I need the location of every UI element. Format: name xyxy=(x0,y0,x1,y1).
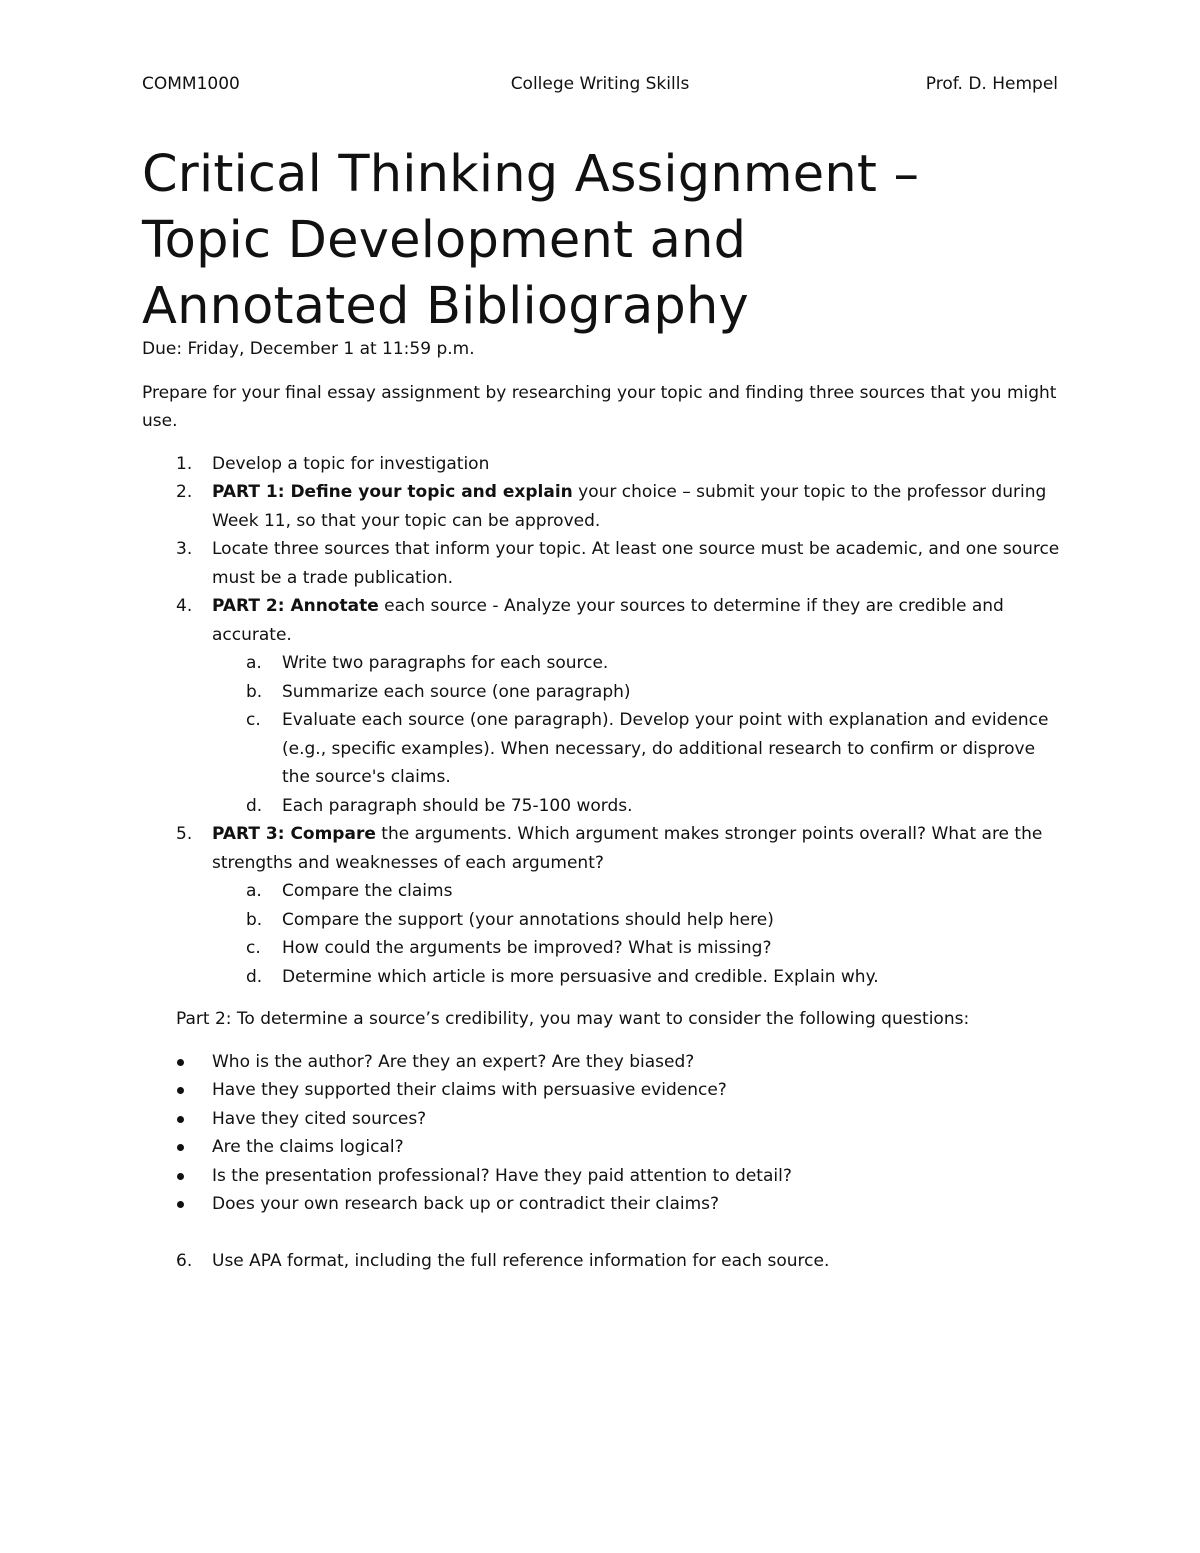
step-text: the arguments. Which argument makes stronger points overall? What are the strengths and weaknesses of each argument? xyxy=(212,824,1043,873)
list-number: 2. xyxy=(176,482,193,502)
bullet-icon xyxy=(177,1201,184,1208)
list-number: 6. xyxy=(176,1250,193,1271)
step-bold-text: PART 1: Define your topic and explain xyxy=(212,482,573,502)
bullet-text: Have they supported their claims with persuasive evidence? xyxy=(212,1080,727,1100)
step-bold-text: PART 2: Annotate xyxy=(212,596,379,616)
bullet-icon xyxy=(177,1059,184,1066)
course-code: COMM1000 xyxy=(142,74,240,94)
professor-name: Prof. D. Hempel xyxy=(925,74,1058,94)
sub-list xyxy=(212,877,1062,991)
list-item xyxy=(142,1190,1062,1219)
list-item xyxy=(142,1162,1062,1191)
list-number: 3. xyxy=(176,539,193,559)
document-title xyxy=(142,142,1062,340)
bullet-icon xyxy=(177,1144,184,1151)
step-six xyxy=(142,1247,1062,1276)
due-date: Due: Friday, December 1 at 11:59 p.m. xyxy=(142,339,475,359)
sub-list-item xyxy=(212,792,1062,821)
credibility-questions-list xyxy=(142,1048,1062,1219)
sub-list-item xyxy=(212,649,1062,678)
list-item xyxy=(142,535,1062,592)
title-line-3: Annotated Bibliography xyxy=(142,277,749,336)
sub-list-item xyxy=(212,877,1062,906)
sub-item-text: Evaluate each source (one paragraph). Develop your point with explanation and evidence (e.g., specific examples). When necessary, do additional research to confirm or disprove the source's claims. xyxy=(282,710,1049,787)
sub-list-item xyxy=(212,906,1062,935)
list-item xyxy=(142,820,1062,991)
title-line-2: Topic Development and xyxy=(142,211,747,270)
bullet-text: Who is the author? Are they an expert? Are they biased? xyxy=(212,1051,695,1072)
sub-item-text: Each paragraph should be 75-100 words. xyxy=(282,795,633,816)
list-item xyxy=(142,592,1062,820)
list-item xyxy=(142,1076,1062,1105)
bullet-icon xyxy=(177,1173,184,1180)
list-item xyxy=(142,1048,1062,1077)
sub-list-item xyxy=(212,934,1062,963)
document-body xyxy=(142,335,1062,1275)
list-letter: b. xyxy=(246,681,263,702)
step-text: your choice – submit your topic to the professor during Week 11, so that your topic can be approved. xyxy=(212,482,1047,531)
page-header xyxy=(142,72,1058,96)
sub-list-item xyxy=(212,678,1062,707)
bullet-text: Have they cited sources? xyxy=(212,1108,427,1129)
sub-list xyxy=(212,649,1062,820)
list-letter: a. xyxy=(246,653,262,673)
bullet-text: Is the presentation professional? Have they paid attention to detail? xyxy=(212,1165,792,1186)
sub-item-text: Write two paragraphs for each source. xyxy=(282,653,609,673)
intro-paragraph: Prepare for your final essay assignment by researching your topic and finding three sources that you might use. xyxy=(142,382,1057,431)
bullet-icon xyxy=(177,1087,184,1094)
step-text: Use APA format, including the full reference information for each source. xyxy=(212,1250,830,1271)
title-line-1: Critical Thinking Assignment – xyxy=(142,145,920,204)
list-number: 1. xyxy=(176,453,193,474)
step-bold-text: PART 3: Compare xyxy=(212,824,376,844)
list-item xyxy=(142,450,1062,479)
list-letter: b. xyxy=(246,909,263,930)
list-letter: d. xyxy=(246,795,263,816)
list-letter: d. xyxy=(246,966,263,987)
list-letter: a. xyxy=(246,881,262,901)
step-text: each source - Analyze your sources to determine if they are credible and accurate. xyxy=(212,596,1004,645)
sub-list-item xyxy=(212,706,1062,792)
list-letter: c. xyxy=(246,710,261,730)
list-item xyxy=(142,478,1062,535)
steps-list xyxy=(142,450,1062,992)
list-letter: c. xyxy=(246,938,261,958)
bullet-text: Does your own research back up or contradict their claims? xyxy=(212,1194,720,1214)
credibility-intro: Part 2: To determine a source’s credibility, you may want to consider the following questions: xyxy=(176,1009,970,1029)
sub-item-text: How could the arguments be improved? What is missing? xyxy=(282,938,772,958)
list-item xyxy=(142,1133,1062,1162)
list-number: 5. xyxy=(176,824,193,844)
step-text: Locate three sources that inform your topic. At least one source must be academic, and one source must be a trade publication. xyxy=(212,539,1060,588)
bullet-text: Are the claims logical? xyxy=(212,1137,404,1157)
sub-item-text: Compare the claims xyxy=(282,881,453,901)
sub-item-text: Compare the support (your annotations should help here) xyxy=(282,909,774,930)
sub-item-text: Determine which article is more persuasive and credible. Explain why. xyxy=(282,966,879,987)
sub-list-item xyxy=(212,963,1062,992)
step-text: Develop a topic for investigation xyxy=(212,453,490,474)
list-number: 4. xyxy=(176,596,193,616)
bullet-icon xyxy=(177,1116,184,1123)
sub-item-text: Summarize each source (one paragraph) xyxy=(282,681,631,702)
list-item xyxy=(142,1105,1062,1134)
course-name: College Writing Skills xyxy=(510,74,690,94)
